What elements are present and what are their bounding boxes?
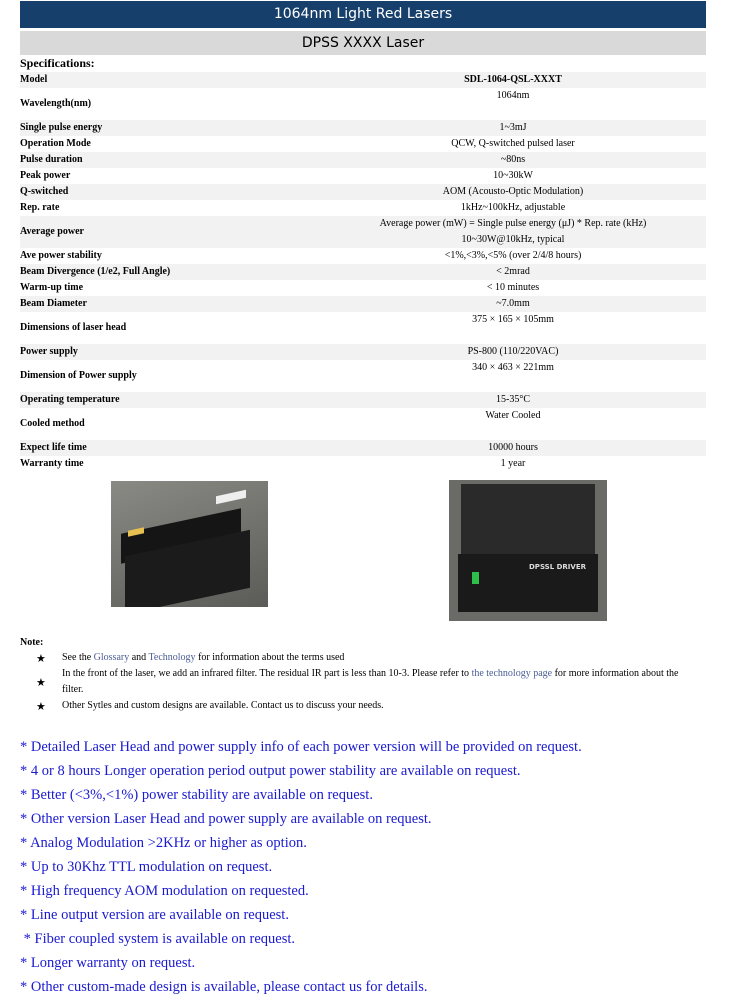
spec-label: Peak power	[20, 170, 71, 181]
spec-row	[20, 248, 706, 264]
product-title: DPSS XXXX Laser	[20, 31, 706, 55]
spec-value-line: Average power (mW) = Single pulse energy (μJ) * Rep. rate (kHz)	[379, 218, 647, 229]
option-note: * Line output version are available on request.	[20, 907, 289, 923]
spec-row	[20, 152, 706, 168]
spec-row	[20, 408, 706, 440]
option-note: * Longer warranty on request.	[20, 955, 196, 971]
spec-label: Operating temperature	[20, 392, 320, 408]
option-note: * Better (<3%,<1%) power stability are available on request.	[20, 787, 373, 803]
spec-label: Operation Mode	[20, 138, 91, 149]
note-item: In the front of the laser, we add an infrared filter. The residual IR part is less than 10-3. Please refer to the technology page for more information about the filter.	[62, 668, 679, 695]
option-note: * Detailed Laser Head and power supply info of each power version will be provided on request.	[20, 739, 582, 755]
spec-value: 1~3mJ	[320, 120, 706, 136]
spec-value: 10~30kW	[493, 170, 533, 181]
spec-value: Water Cooled	[485, 410, 541, 421]
spec-row	[20, 88, 706, 120]
technology-link[interactable]: Technology	[148, 652, 196, 663]
spec-row	[20, 312, 706, 344]
page-title: 1064nm Light Red Lasers	[20, 1, 706, 28]
spec-table	[20, 72, 706, 472]
option-note: * High frequency AOM modulation on requested.	[20, 883, 309, 899]
laser-head-image	[111, 481, 268, 607]
spec-value: QCW, Q-switched pulsed laser	[451, 138, 575, 149]
spec-label: Q-switched	[20, 184, 320, 200]
option-note: * Fiber coupled system is available on request.	[20, 931, 296, 947]
spec-value	[320, 216, 706, 248]
spec-value: PS-800 (110/220VAC)	[320, 344, 706, 360]
spec-row	[20, 280, 706, 296]
note-label: Note:	[20, 637, 44, 648]
spec-label: Rep. rate	[20, 202, 60, 213]
spec-value: 375 × 165 × 105mm	[472, 314, 554, 325]
spec-label: Average power	[20, 216, 320, 248]
spec-row	[20, 136, 706, 152]
spec-label: Model	[20, 72, 320, 88]
note-item: Other Sytles and custom designs are available. Contact us to discuss your needs.	[62, 700, 384, 711]
power-supply-image	[449, 480, 607, 621]
spec-label: Wavelength(nm)	[20, 98, 92, 109]
option-note: * Up to 30Khz TTL modulation on request.	[20, 859, 273, 875]
option-note: * 4 or 8 hours Longer operation period output power stability are available on request.	[20, 763, 521, 779]
spec-label: Warm-up time	[20, 282, 84, 293]
spec-value: < 2mrad	[320, 264, 706, 280]
spec-label: Warranty time	[20, 458, 84, 469]
spec-value: 15-35°C	[320, 392, 706, 408]
spec-label: Beam Diameter	[20, 296, 320, 312]
spec-row	[20, 264, 706, 280]
star-icon: ★	[36, 677, 46, 689]
star-icon: ★	[36, 701, 46, 713]
spec-label: Cooled method	[20, 418, 85, 429]
spec-row	[20, 296, 706, 312]
driver-label: DPSSL DRIVER	[529, 563, 587, 571]
spec-row	[20, 392, 706, 408]
spec-label: Power supply	[20, 344, 320, 360]
spec-label: Ave power stability	[20, 250, 102, 261]
spec-value: 10000 hours	[320, 440, 706, 456]
spec-label: Pulse duration	[20, 152, 320, 168]
spec-value: < 10 minutes	[486, 282, 540, 293]
option-note: * Other custom-made design is available, please contact us for details.	[20, 979, 428, 995]
spec-row	[20, 216, 706, 248]
spec-label: Single pulse energy	[20, 120, 320, 136]
specifications-heading: Specifications:	[20, 56, 95, 70]
note-item: See the Glossary and Technology for information about the terms used	[62, 652, 345, 663]
star-icon: ★	[36, 653, 46, 665]
spec-label: Expect life time	[20, 440, 320, 456]
spec-row	[20, 168, 706, 184]
spec-value: ~7.0mm	[320, 296, 706, 312]
spec-value: 1kHz~100kHz, adjustable	[460, 202, 566, 213]
spec-value: 340 × 463 × 221mm	[472, 362, 554, 373]
spec-row	[20, 360, 706, 392]
spec-value: 1 year	[500, 458, 526, 469]
spec-row	[20, 456, 706, 472]
spec-row	[20, 440, 706, 456]
spec-row	[20, 72, 706, 88]
spec-row	[20, 120, 706, 136]
spec-row	[20, 184, 706, 200]
spec-value: <1%,<3%,<5% (over 2/4/8 hours)	[444, 250, 582, 261]
technology-page-link[interactable]: the technology page	[471, 668, 553, 679]
spec-value: AOM (Acousto-Optic Modulation)	[320, 184, 706, 200]
spec-label: Dimension of Power supply	[20, 370, 137, 381]
option-note: * Other version Laser Head and power supply are available on request.	[20, 811, 432, 827]
spec-value-line: 10~30W@10kHz, typical	[461, 234, 565, 245]
spec-value: SDL-1064-QSL-XXXT	[320, 72, 706, 88]
option-note: * Analog Modulation >2KHz or higher as option.	[20, 835, 307, 851]
spec-value: 1064nm	[496, 90, 530, 101]
spec-value: ~80ns	[320, 152, 706, 168]
spec-label: Beam Divergence (1/e2, Full Angle)	[20, 264, 320, 280]
spec-row	[20, 344, 706, 360]
glossary-link[interactable]: Glossary	[93, 652, 130, 663]
spec-row	[20, 200, 706, 216]
spec-label: Dimensions of laser head	[20, 322, 127, 333]
